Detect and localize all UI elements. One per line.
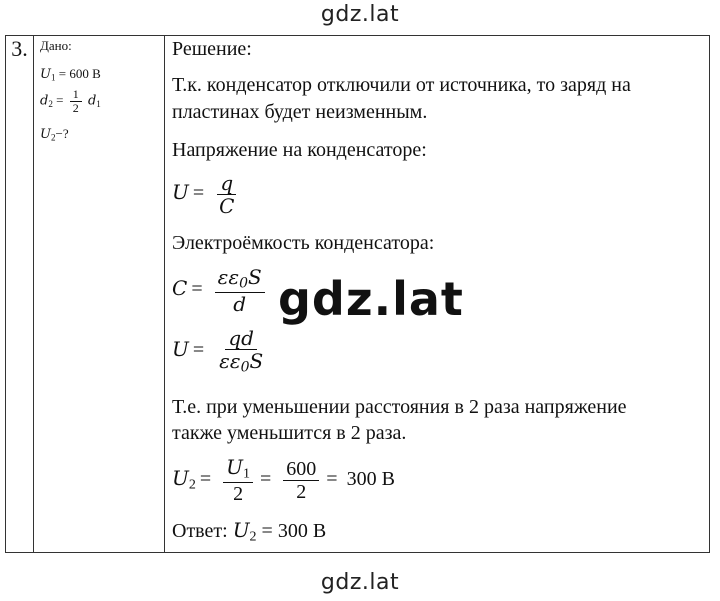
conclusion-line-1: Т.е. при уменьшении расстояния в 2 раза напряжение: [172, 396, 627, 418]
formula-u-qd: U = $\frac{qd}{\varepsilon\varepsilon_0S}$: [172, 326, 264, 376]
solution-heading: Решение:: [172, 38, 252, 60]
solution-line-2: пластинах будет неизменным.: [172, 101, 428, 123]
solution-line-1: Т.к. конденсатор отключили от источника, то заряд на: [172, 74, 631, 96]
watermark-top: gdz.lat: [320, 2, 400, 27]
given-u1: $U_1 = 600$ В: [40, 66, 101, 83]
task-number: 3.: [6, 36, 34, 553]
given-d2: $d_2$ = $\frac{1}{2}$ $d_1$: [40, 87, 101, 116]
answer-line: Ответ: $U_2 = 300$ В: [172, 518, 327, 545]
watermark-bottom: gdz.lat: [320, 570, 400, 595]
given-heading: Дано:: [40, 38, 72, 53]
capacity-label: Электроёмкость конденсатора:: [172, 232, 435, 254]
formula-capacity: C = $\frac{\varepsilon\varepsilon_0S}{d}$: [172, 266, 268, 315]
conclusion-line-2: также уменьшится в 2 раза.: [172, 422, 407, 444]
formula-u-q-c: U = $\frac{q}{C}$: [172, 171, 235, 218]
formula-calculation: $U_2$ = $\frac{U_1}{2}$ = $\frac{600}{2}$ = 300 В: [172, 455, 395, 505]
given-u2: $U_2-$?: [40, 126, 69, 143]
voltage-label: Напряжение на конденсаторе:: [172, 139, 427, 161]
given-cell: [34, 36, 165, 553]
watermark-center: gdz.lat: [278, 272, 464, 326]
